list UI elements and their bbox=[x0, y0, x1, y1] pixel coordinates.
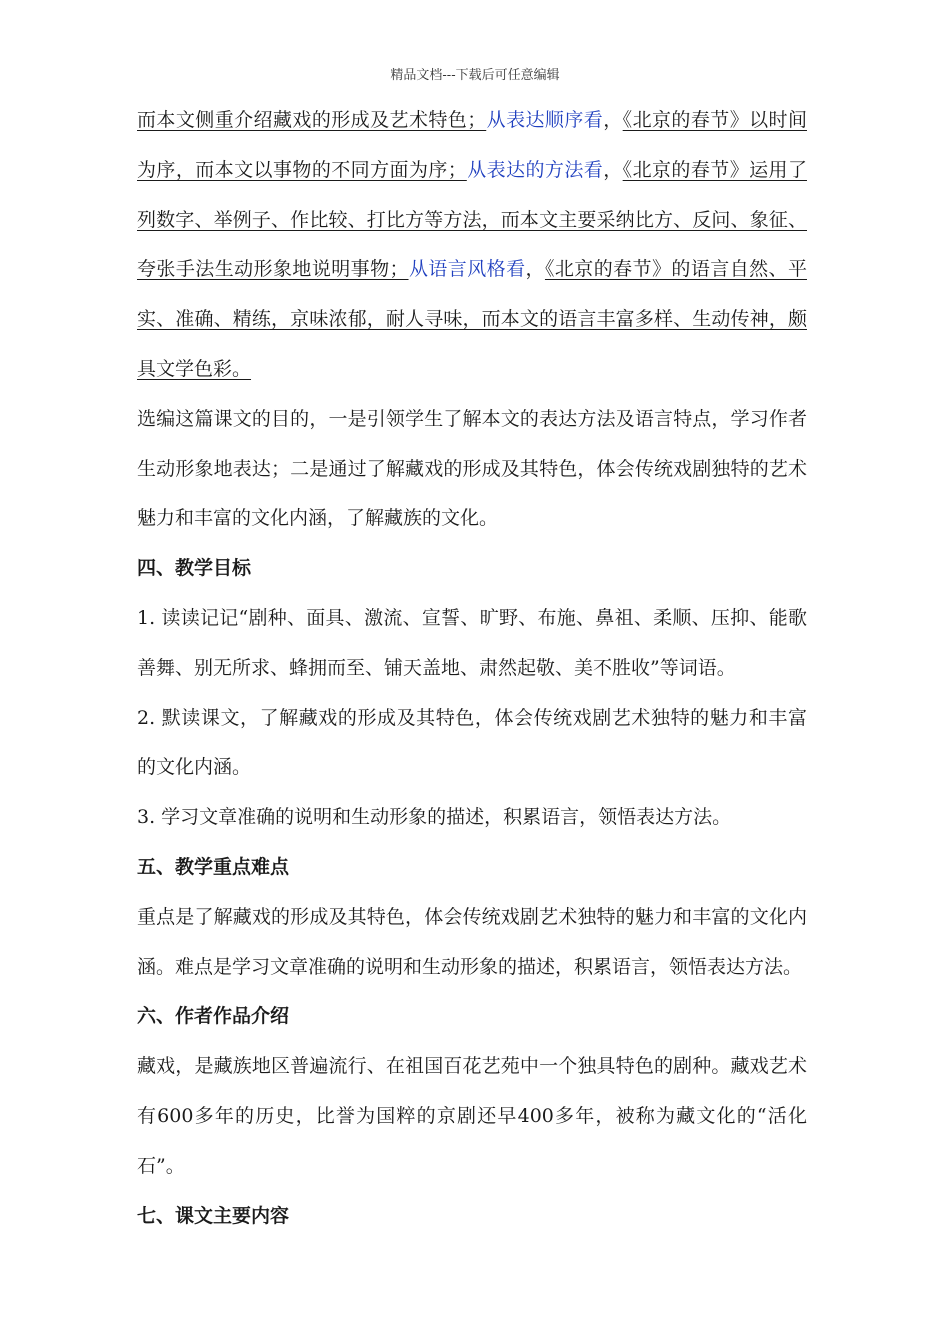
objective-item-1: 1. 读读记记“剧种、面具、激流、宣誓、旷野、布施、鼻祖、柔顺、压抑、能歌善舞、别无所求、蜂拥而至、铺天盖地、肃然起敬、美不胜收”等词语。 bbox=[137, 606, 807, 679]
order-link[interactable]: 从表达顺序看 bbox=[486, 109, 604, 131]
section-7-title: 七、课文主要内容 bbox=[137, 1204, 290, 1227]
intro-paragraph bbox=[137, 96, 807, 395]
section-5-body: 重点是了解藏戏的形成及其特色，体会传统戏剧艺术独特的魅力和丰富的文化内涵。难点是学习文章准确的说明和生动形象的描述，积累语言，领悟表达方法。 bbox=[137, 905, 807, 978]
intro-comma-2: ， bbox=[603, 158, 623, 181]
section-5-title: 五、教学重点难点 bbox=[137, 855, 290, 878]
intro-comma-3: ， bbox=[525, 258, 545, 281]
style-link[interactable]: 从语言风格看 bbox=[408, 258, 526, 281]
purpose-paragraph: 选编这篇课文的目的，一是引领学生了解本文的表达方法及语言特点，学习作者生动形象地表达；二是通过了解藏戏的形成及其特色，体会传统戏剧独特的艺术魅力和丰富的文化内涵，了解藏族的文化。 bbox=[137, 407, 807, 530]
intro-text-4: 《北京的春节》的语言自然、平实、准确、精练，京味浓郁，耐人寻味，而本文的语言丰富多样、生动传神，颇具文学色彩。 bbox=[137, 258, 807, 380]
page-header: 精品文档---下载后可任意编辑 bbox=[390, 68, 560, 83]
intro-comma-1: ， bbox=[603, 109, 623, 131]
section-4-title: 四、教学目标 bbox=[137, 557, 252, 580]
intro-text-2: 《北京的春节》以时间为序，而本文以事物的不同方面为序； bbox=[137, 109, 807, 181]
objective-item-2: 2. 默读课文，了解藏戏的形成及其特色，体会传统戏剧艺术独特的魅力和丰富的文化内涵。 bbox=[137, 706, 807, 779]
objective-item-3: 3. 学习文章准确的说明和生动形象的描述，积累语言，领悟表达方法。 bbox=[137, 806, 732, 829]
intro-text-3: 《北京的春节》运用了列数字、举例子、作比较、打比方等方法，而本文主要采纳比方、反问、象征、夸张手法生动形象地说明事物； bbox=[137, 158, 807, 281]
method-link[interactable]: 从表达的方法看 bbox=[466, 158, 604, 181]
intro-text-1: 而本文侧重介绍藏戏的形成及艺术特色； bbox=[137, 109, 487, 131]
section-6-body: 藏戏，是藏族地区普遍流行、在祖国百花艺苑中一个独具特色的剧种。藏戏艺术有600多年的历史，比誉为国粹的京剧还早400多年，被称为藏文化的“活化石”。 bbox=[137, 1055, 807, 1177]
section-6-title: 六、作者作品介绍 bbox=[137, 1005, 290, 1028]
document-body bbox=[137, 96, 807, 1241]
